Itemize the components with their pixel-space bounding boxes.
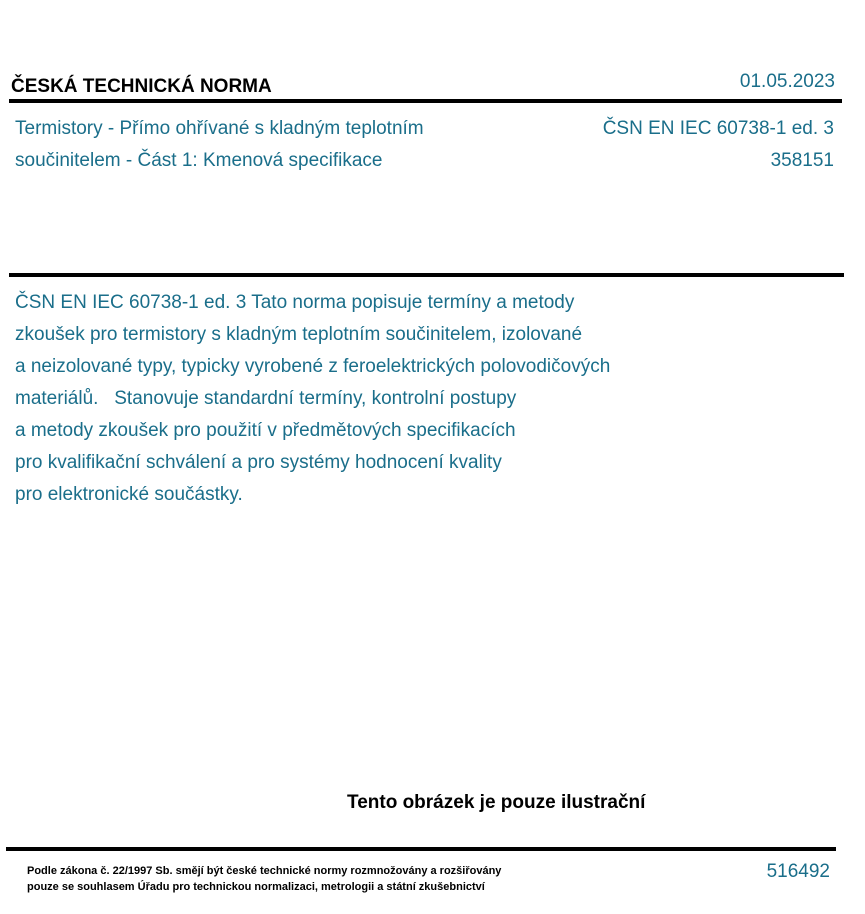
standard-designation: ČSN EN IEC 60738-1 ed. 3 (602, 118, 834, 139)
footer-divider (6, 847, 836, 851)
classification-number: 358151 (770, 150, 834, 171)
abstract-line: materiálů. Stanovuje standardní termíny, kontrolní postupy (15, 388, 517, 409)
document-type-heading: ČESKÁ TECHNICKÁ NORMA (11, 76, 272, 97)
abstract-line: pro kvalifikační schválení a pro systémy hodnocení kvality (15, 452, 502, 473)
section-divider (9, 273, 844, 277)
abstract-line: ČSN EN IEC 60738-1 ed. 3 Tato norma popisuje termíny a metody (15, 292, 575, 313)
abstract-line: pro elektronické součástky. (15, 484, 243, 505)
abstract-line: a neizolované typy, typicky vyrobené z feroelektrických polovodičových (15, 356, 611, 377)
legal-notice-line: pouze se souhlasem Úřadu pro technickou normalizaci, metrologii a státní zkušebnictví (27, 881, 485, 893)
abstract-line: zkoušek pro termistory s kladným teplotním součinitelem, izolované (15, 324, 583, 345)
standard-title (15, 113, 535, 177)
illustrative-disclaimer: Tento obrázek je pouze ilustrační (347, 792, 646, 813)
header-divider (9, 99, 842, 103)
legal-notice (27, 863, 501, 895)
abstract-line: a metody zkoušek pro použití v předmětových specifikacích (15, 420, 516, 441)
publication-date: 01.05.2023 (739, 71, 835, 92)
standard-title-line: Termistory - Přímo ohřívané s kladným teplotním (15, 118, 424, 139)
standard-title-line: součinitelem - Část 1: Kmenová specifikace (15, 150, 383, 171)
abstract-text (15, 287, 705, 511)
standard-identifiers (603, 113, 834, 177)
legal-notice-line: Podle zákona č. 22/1997 Sb. smějí být české technické normy rozmnožovány a rozšiřovány (27, 865, 502, 877)
document-id: 516492 (766, 861, 830, 882)
